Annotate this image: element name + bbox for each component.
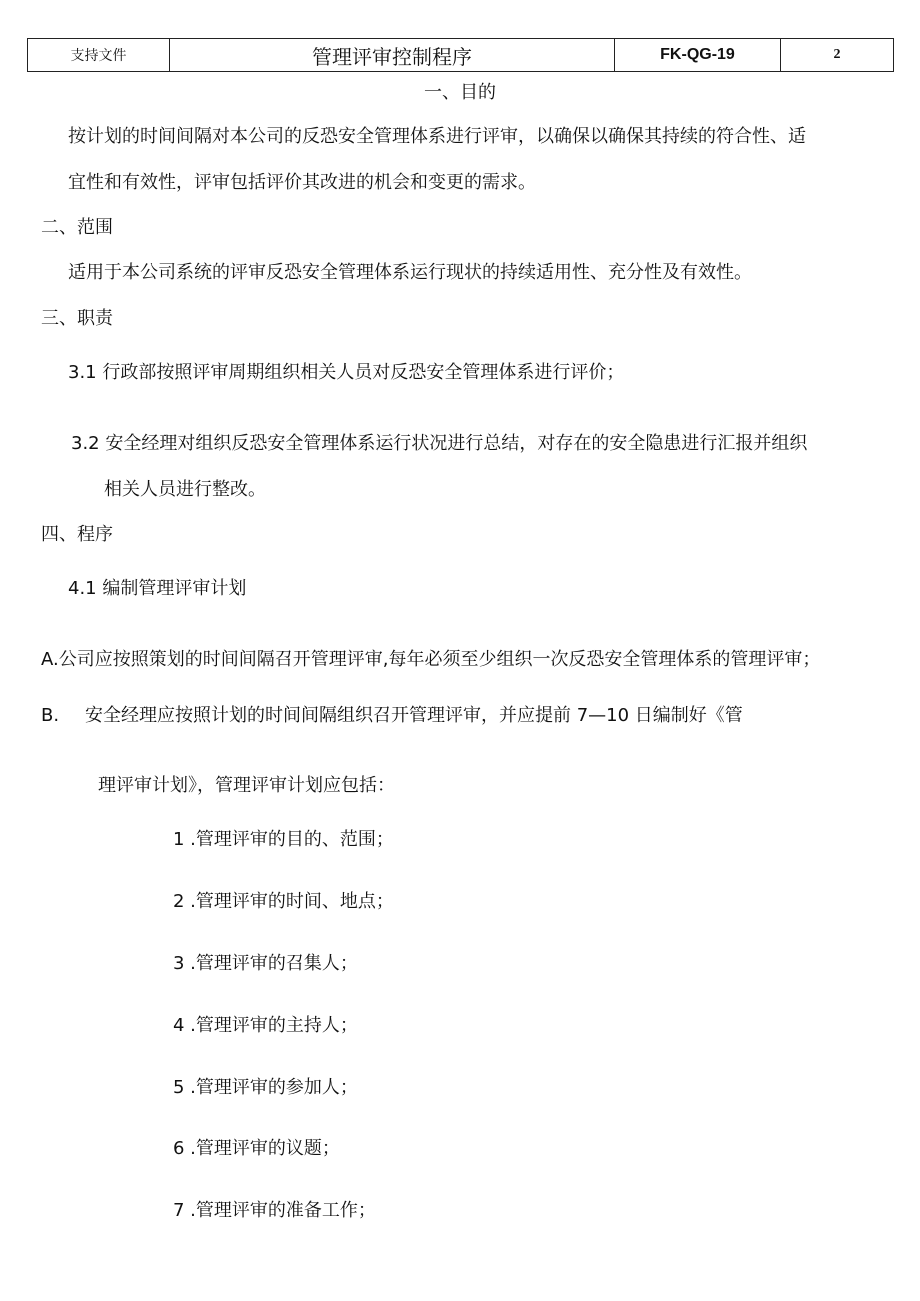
plan-list-item: 6 .管理评审的议题； <box>173 1138 340 1159</box>
responsibility-item-3-1: 3.1 行政部按照评审周期组织相关人员对反恐安全管理体系进行评价； <box>68 362 625 383</box>
responsibility-item-3-2-line-1: 3.2 安全经理对组织反恐安全管理体系运行状况进行总结，对存在的安全隐患进行汇报并组织 <box>71 433 808 454</box>
header-doc-type: 支持文件 <box>28 39 170 72</box>
scope-text: 适用于本公司系统的评审反恐安全管理体系运行现状的持续适用性、充分性及有效性。 <box>68 262 752 283</box>
header-page-number: 2 <box>781 39 894 72</box>
responsibility-item-3-2-line-2: 相关人员进行整改。 <box>104 479 266 500</box>
purpose-text-line-2: 宜性和有效性，评审包括评价其改进的机会和变更的需求。 <box>68 172 536 193</box>
document-header-table <box>27 38 894 72</box>
plan-list-item: 5 .管理评审的参加人； <box>173 1077 358 1098</box>
header-doc-code: FK-QG-19 <box>615 39 781 72</box>
section-heading-purpose: 一、目的 <box>424 82 496 103</box>
section-heading-scope: 二、范围 <box>41 217 113 238</box>
plan-list-item: 3 .管理评审的召集人； <box>173 953 358 974</box>
procedure-item-a: A.公司应按照策划的时间间隔召开管理评审,每年必须至少组织一次反恐安全管理体系的管理评审； <box>41 649 821 670</box>
section-heading-procedure: 四、程序 <box>41 524 113 545</box>
procedure-item-b-line-1: 安全经理应按照计划的时间间隔组织召开管理评审，并应提前 7—10 日编制好《管 <box>85 705 743 726</box>
plan-list-item: 1 .管理评审的目的、范围； <box>173 829 394 850</box>
procedure-item-b-label: B. <box>41 705 60 726</box>
plan-list-item: 4 .管理评审的主持人； <box>173 1015 358 1036</box>
procedure-item-b-line-2: 理评审计划》，管理评审计划应包括： <box>98 775 395 796</box>
procedure-item-4-1: 4.1 编制管理评审计划 <box>68 578 247 599</box>
header-title: 管理评审控制程序 <box>170 39 615 72</box>
header-row <box>28 39 894 72</box>
plan-list-item: 2 .管理评审的时间、地点； <box>173 891 394 912</box>
purpose-text-line-1: 按计划的时间间隔对本公司的反恐安全管理体系进行评审，以确保以确保其持续的符合性、适 <box>68 126 806 147</box>
plan-list-item: 7 .管理评审的准备工作； <box>173 1200 376 1221</box>
section-heading-responsibility: 三、职责 <box>41 308 113 329</box>
